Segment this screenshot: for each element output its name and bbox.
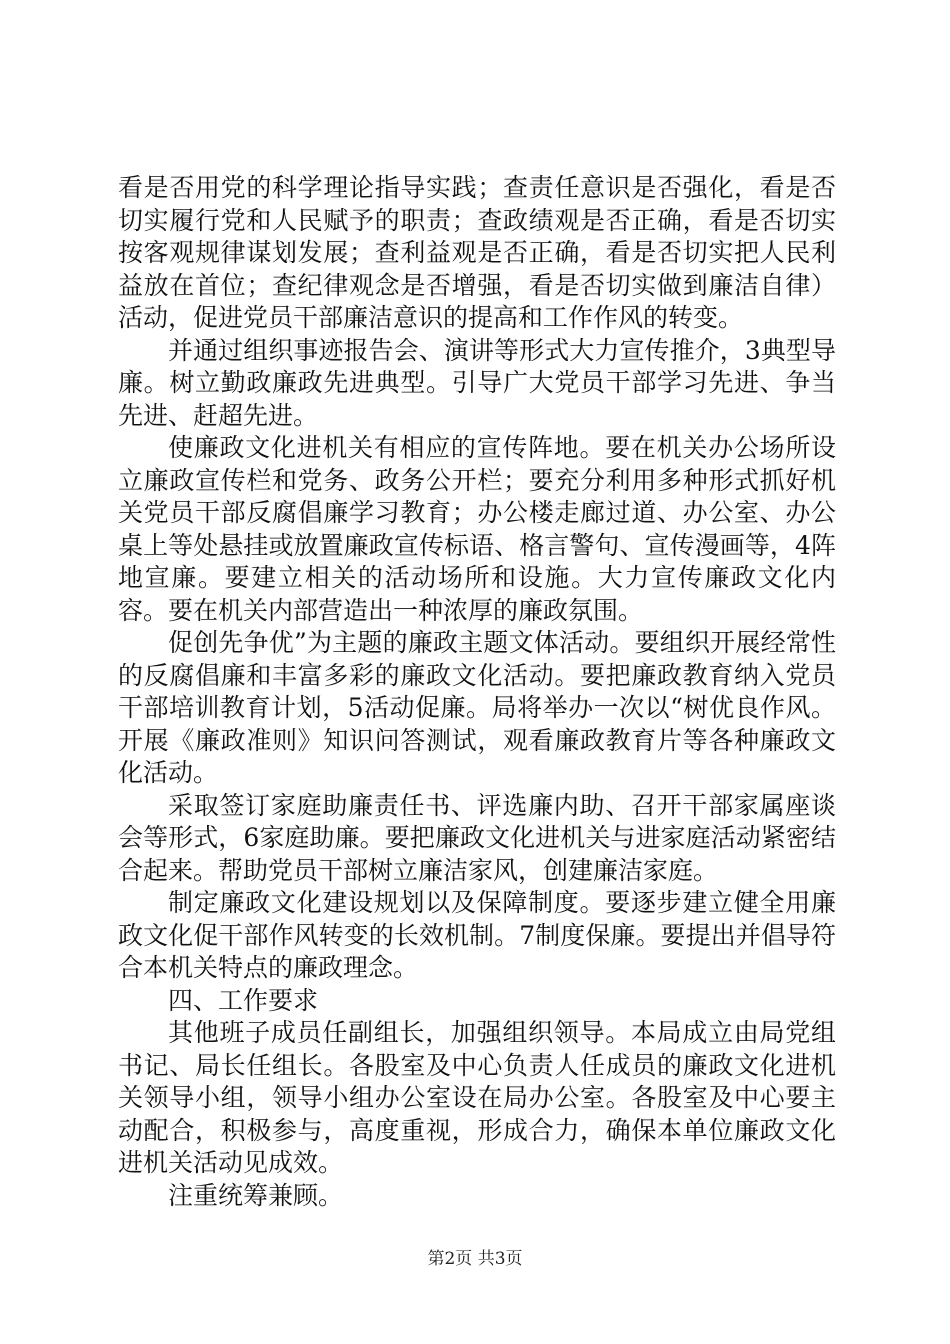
paragraph-system: 制定廉政文化建设规划以及保障制度。要逐步建立健全用廉政文化促干部作风转变的长效机制。7制度保廉。要提出并倡导符合本机关特点的廉政理念。 [118,888,836,982]
paragraph-publicity-position: 使廉政文化进机关有相应的宣传阵地。要在机关办公场所设立廉政宣传栏和党务、政务公开栏；要充分利用多种形式抓好机关党员干部反腐倡廉学习教育；办公楼走廊过道、办公室、办公桌上等处悬挂或放置廉政宣传标语、格言警句、宣传漫画等，4阵地宣廉。要建立相关的活动场所和设施。大力宣传廉政文化内容。要在机关内部营造出一种浓厚的廉政氛围。 [118,433,836,625]
page-number-footer: 第2页 共3页 [427,1249,523,1269]
paragraph-typical-example: 并通过组织事迹报告会、演讲等形式大力宣传推介，3典型导廉。树立勤政廉政先进典型。引导广大党员干部学习先进、争当先进、赶超先进。 [118,335,836,430]
paragraph-organization: 其他班子成员任副组长，加强组织领导。本局成立由局党组书记、局长任组长。各股室及中心负责人任成员的廉政文化进机关领导小组，领导小组办公室设在局办公室。各股室及中心要主动配合，积极参与，高度重视，形成合力，确保本单位廉政文化进机关活动见成效。 [118,1018,836,1177]
document-body [118,172,836,1212]
paragraph-activities: 促创先争优”为主题的廉政主题文体活动。要组织开展经常性的反腐倡廉和丰富多彩的廉政文化活动。要把廉政教育纳入党员干部培训教育计划，5活动促廉。局将举办一次以“树优良作风。开展《廉政准则》知识问答测试，观看廉政教育片等各种廉政文化活动。 [118,628,836,787]
paragraph-coordination: 注重统筹兼顾。 [168,1180,344,1210]
paragraph-family: 采取签订家庭助廉责任书、评选廉内助、召开干部家属座谈会等形式，6家庭助廉。要把廉政文化进机关与进家庭活动紧密结合起来。帮助党员干部树立廉洁家风，创建廉洁家庭。 [118,790,836,885]
section-heading: 四、工作要求 [168,985,319,1015]
paragraph-continuation: 看是否用党的科学理论指导实践；查责任意识是否强化，看是否切实履行党和人民赋予的职责；查政绩观是否正确，看是否切实按客观规律谋划发展；查利益观是否正确，看是否切实把人民利益放在首位；查纪律观念是否增强，看是否切实做到廉洁自律）活动，促进党员干部廉洁意识的提高和工作作风的转变。 [118,173,836,332]
